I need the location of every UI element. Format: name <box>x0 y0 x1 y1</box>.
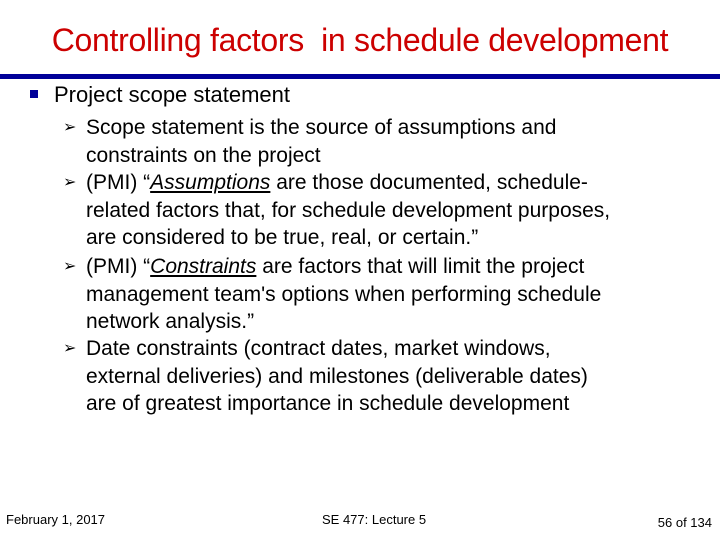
square-bullet-icon <box>30 90 38 98</box>
line: external deliveries) and milestones (deliverable dates) <box>86 364 588 388</box>
slide-title: Controlling factors in schedule development <box>51 22 669 58</box>
sub-bullet-text <box>86 253 706 336</box>
line: related factors that, for schedule development purposes, <box>86 198 611 222</box>
sub-bullet-text <box>86 114 706 169</box>
arrow-bullet-icon: ➢ <box>63 340 77 357</box>
line <box>86 253 706 281</box>
line: network analysis.” <box>86 310 255 333</box>
footer-date: February 1, 2017 <box>6 512 106 527</box>
arrow-bullet-icon: ➢ <box>63 258 77 275</box>
footer-page-number: 56 of 134 <box>657 515 712 530</box>
bullet-text: Project scope statement <box>54 82 291 107</box>
line: are considered to be true, real, or certain.” <box>86 226 479 249</box>
line: Scope statement is the source of assumptions and <box>86 116 557 139</box>
line: constraints on the project <box>86 143 321 167</box>
line: are of greatest importance in schedule development <box>86 392 570 415</box>
arrow-bullet-icon: ➢ <box>63 119 77 136</box>
footer-course: SE 477: Lecture 5 <box>322 512 427 527</box>
line <box>86 169 706 197</box>
line: Date constraints (contract dates, market windows, <box>86 337 551 360</box>
emphasis-term: Constraints <box>150 255 257 278</box>
text-run: (PMI) “ <box>86 171 151 194</box>
arrow-bullet-icon: ➢ <box>63 174 77 191</box>
sub-bullet-text <box>86 169 706 252</box>
emphasis-term: Assumptions <box>150 171 271 194</box>
sub-bullet-text <box>86 335 706 418</box>
text-run: are factors that will limit the project <box>256 255 585 278</box>
title-divider <box>0 74 720 79</box>
text-run: are those documented, schedule- <box>270 171 588 194</box>
text-run: (PMI) “ <box>86 255 151 278</box>
line: management team's options when performing schedule <box>86 282 602 306</box>
